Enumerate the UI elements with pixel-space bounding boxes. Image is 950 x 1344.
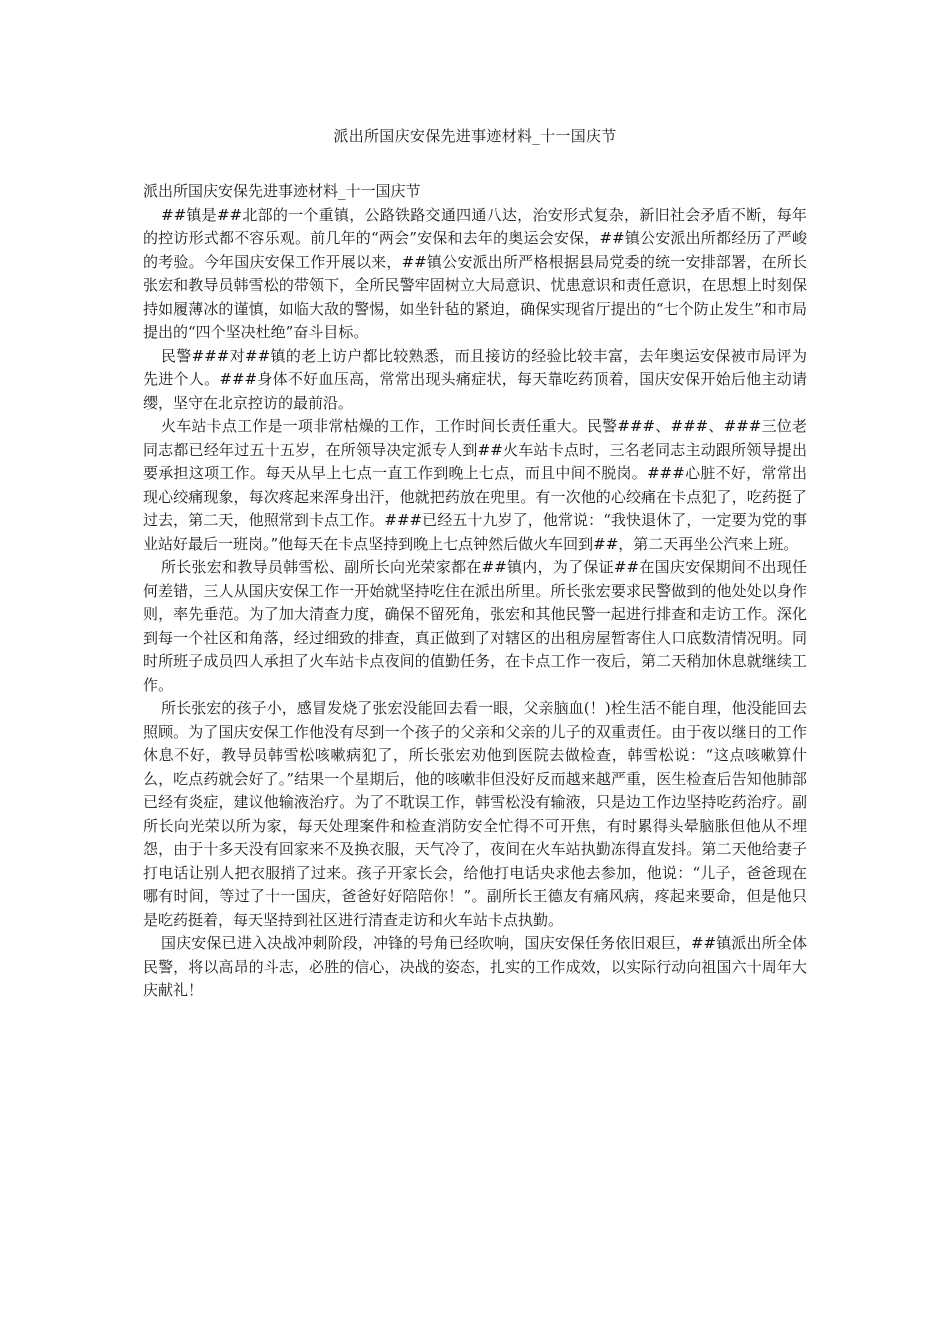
document-body: [143, 180, 807, 1003]
document-title: 派出所国庆安保先进事迹材料_十一国庆节: [333, 127, 617, 145]
document-subtitle: 派出所国庆安保先进事迹材料_十一国庆节: [143, 182, 421, 200]
paragraph-5: 所长张宏的孩子小，感冒发烧了张宏没能回去看一眼，父亲脑血(！)栓生活不能自理，他没能回去照顾。为了国庆安保工作他没有尽到一个孩子的父亲和父亲的儿子的双重责任。由于夜以继日的工作休息不好，教导员韩雪松咳嗽病犯了，所长张宏劝他到医院去做检查，韩雪松说：“这点咳嗽算什么，吃点药就会好了。”结果一个星期后，他的咳嗽非但没好反而越来越严重，医生检查后告知他肺部已经有炎症，建议他输液治疗。为了不耽误工作，韩雪松没有输液，只是边工作边坚持吃药治疗。副所长向光荣以所为家，每天处理案件和检查消防安全忙得不可开焦，有时累得头晕脑胀但他从不埋怨，由于十多天没有回家来不及换衣服，天气冷了，夜间在火车站执勤冻得直发抖。第二天他给妻子打电话让别人把衣服捎了过来。孩子开家长会，给他打电话央求他去参加，他说：“儿子，爸爸现在哪有时间，等过了十一国庆，爸爸好好陪陪你！”。副所长王德友有痛风病，疼起来要命，但是他只是吃药挺着，每天坚持到社区进行清查走访和火车站卡点执勤。: [143, 699, 807, 929]
paragraph-6: 国庆安保已进入决战冲刺阶段，冲锋的号角已经吹响，国庆安保任务依旧艰巨，##镇派出所全体民警，将以高昂的斗志，必胜的信心，决战的姿态，扎实的工作成效，以实际行动向祖国六十周年大庆献礼！: [143, 934, 807, 999]
paragraph-1: ##镇是##北部的一个重镇，公路铁路交通四通八达，治安形式复杂，新旧社会矛盾不断，每年的控访形式都不容乐观。前几年的“两会”安保和去年的奥运会安保，##镇公安派出所都经历了严峻的考验。今年国庆安保工作开展以来，##镇公安派出所严格根据县局党委的统一安排部署，在所长张宏和教导员韩雪松的带领下，全所民警牢固树立大局意识、忧患意识和责任意识，在思想上时刻保持如履薄冰的谨慎，如临大敌的警惕，如坐针毡的紧迫，确保实现省厅提出的“七个防止发生”和市局提出的“四个坚决杜绝”奋斗目标。: [143, 205, 807, 341]
paragraph-2: 民警###对##镇的老上访户都比较熟悉，而且接访的经验比较丰富，去年奥运安保被市局评为先进个人。###身体不好血压高，常常出现头痛症状，每天靠吃药顶着，国庆安保开始后他主动请缨，坚守在北京控访的最前沿。: [143, 346, 807, 412]
paragraph-4: 所长张宏和教导员韩雪松、副所长向光荣家都在##镇内，为了保证##在国庆安保期间不出现任何差错，三人从国庆安保工作一开始就坚持吃住在派出所里。所长张宏要求民警做到的他处处以身作则，率先垂范。为了加大清查力度，确保不留死角，张宏和其他民警一起进行排查和走访工作。深化到每一个社区和角落，经过细致的排查，真正做到了对辖区的出租房屋暂寄住人口底数清情况明。同时所班子成员四人承担了火车站卡点夜间的值勤任务，在卡点工作一夜后，第二天稍加休息就继续工作。: [143, 558, 807, 694]
paragraph-3: 火车站卡点工作是一项非常枯燥的工作，工作时间长责任重大。民警###、###、###三位老同志都已经年过五十五岁，在所领导决定派专人到##火车站卡点时，三名老同志主动跟所领导提出要承担这项工作。每天从早上七点一直工作到晚上七点，而且中间不脱岗。###心脏不好，常常出现心绞痛现象，每次疼起来浑身出汗，他就把药放在兜里。有一次他的心绞痛在卡点犯了，吃药挺了过去，第二天，他照常到卡点工作。###已经五十九岁了，他常说：“我快退休了，一定要为党的事业站好最后一班岗。”他每天在卡点坚持到晚上七点钟然后做火车回到##，第二天再坐公汽来上班。: [143, 417, 807, 553]
